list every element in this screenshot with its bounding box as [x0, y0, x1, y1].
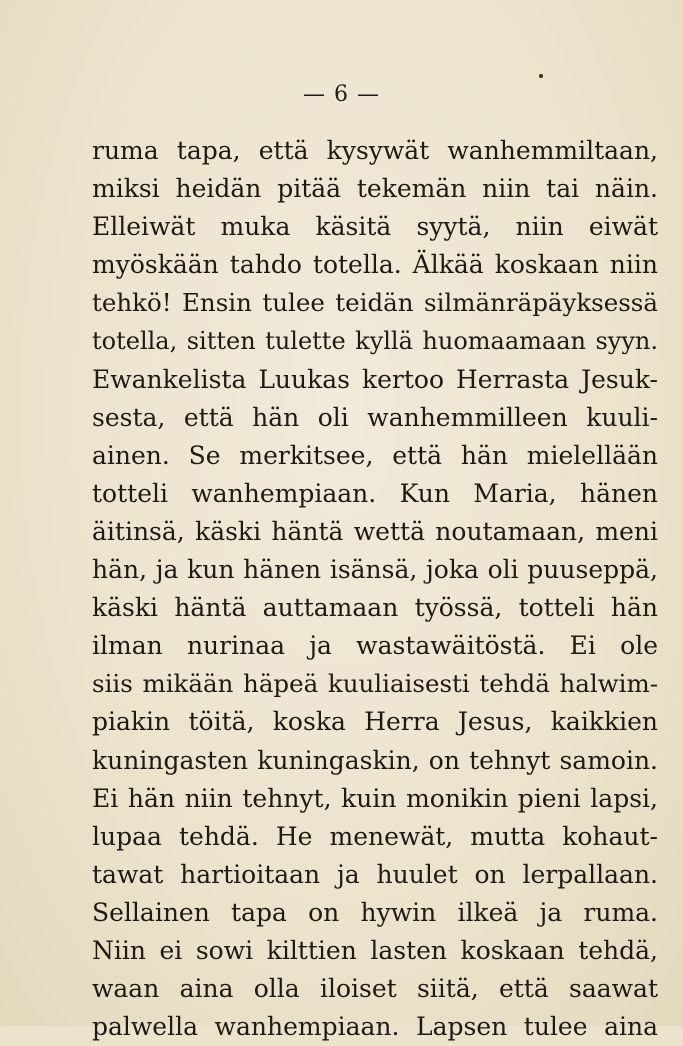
text-line: miksi heidän pitää tekemän niin tai näin.	[92, 174, 658, 204]
text-line: Ewankelista Luukas kertoo Herrasta Jesuk-	[92, 364, 658, 394]
text-line: Sellainen tapa on hywin ilkeä ja ruma.	[92, 897, 658, 927]
text-line: totella, sitten tulette kyllä huomaamaan syyn.	[92, 327, 658, 356]
text-line: myöskään tahdo totella. Älkää koskaan niin	[92, 250, 658, 280]
text-line: ilman nurinaa ja wastawäitöstä. Ei ole	[92, 631, 658, 661]
text-line: waan aina olla iloiset siitä, että saawat	[92, 974, 658, 1004]
text-line: siis mikään häpeä kuuliaisesti tehdä halwim-	[92, 669, 658, 699]
text-line: piakin töitä, koska Herra Jesus, kaikkien	[92, 707, 658, 737]
text-line: lupaa tehdä. He menewät, mutta kohaut-	[92, 821, 658, 851]
page-number: — 6 —	[303, 82, 380, 107]
text-line: ruma tapa, että kysywät wanhemmiltaan,	[92, 136, 658, 165]
text-line: Elleiwät muka käsitä syytä, niin eiwät	[92, 212, 658, 242]
text-line: Niin ei sowi kilttien lasten koskaan tehdä,	[92, 935, 658, 965]
text-line: ainen. Se merkitsee, että hän mielellään	[92, 440, 658, 470]
print-speck	[539, 74, 543, 78]
text-line: totteli wanhempiaan. Kun Maria, hänen	[92, 478, 658, 508]
text-line: Ei hän niin tehnyt, kuin monikin pieni lapsi,	[92, 783, 658, 813]
text-line: hän, ja kun hänen isänsä, joka oli puuseppä,	[92, 555, 658, 585]
body-text	[92, 132, 658, 1046]
text-line: palwella wanhempiaan. Lapsen tulee aina	[92, 1012, 658, 1042]
text-line: tehkö! Ensin tulee teidän silmänräpäyksessä	[92, 288, 658, 318]
text-line: äitinsä, käski häntä wettä noutamaan, meni	[92, 516, 658, 546]
text-line: käski häntä auttamaan työssä, totteli hän	[92, 593, 658, 623]
text-line: kuningasten kuningaskin, on tehnyt samoin.	[92, 745, 658, 775]
text-line: sesta, että hän oli wanhemmilleen kuuli-	[92, 402, 658, 432]
text-line: tawat hartioitaan ja huulet on lerpallaan.	[92, 859, 658, 889]
